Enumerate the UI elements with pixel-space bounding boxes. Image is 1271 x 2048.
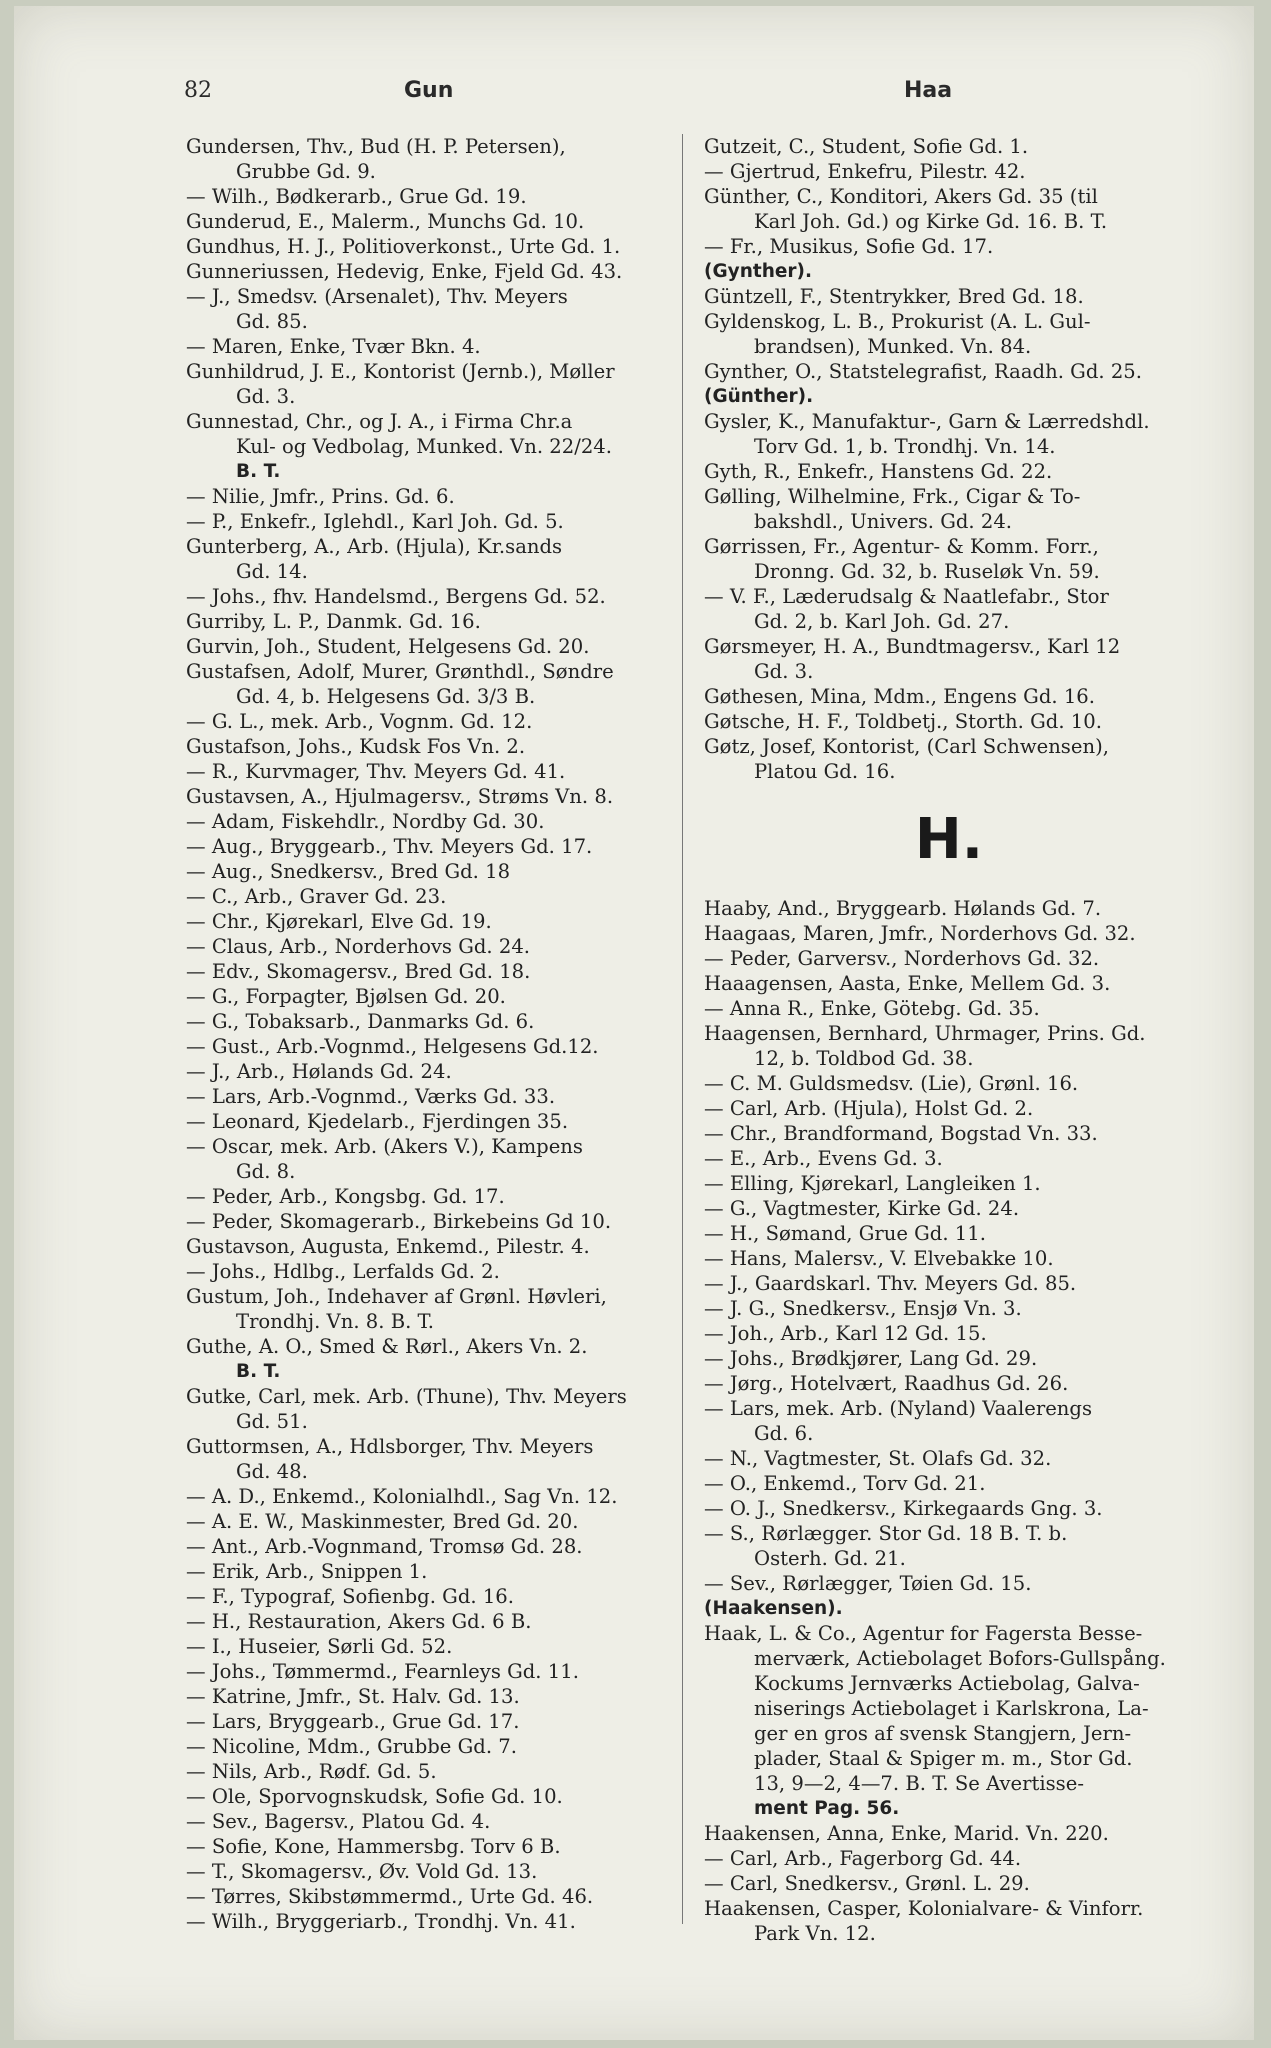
directory-entry-line: — F., Typograf, Sofienbg. Gd. 16.	[186, 1585, 514, 1608]
directory-entry-line: — Peder, Skomagerarb., Birkebeins Gd 10.	[186, 1210, 612, 1233]
directory-entry-line: (Günther).	[704, 386, 814, 407]
directory-entry-line: — S., Rørlægger. Stor Gd. 18 B. T. b.	[704, 1522, 1068, 1545]
directory-entry-line: Gurriby, L. P., Danmk. Gd. 16.	[186, 610, 481, 633]
directory-entry-line: Gunhildrud, J. E., Kontorist (Jernb.), Møller	[186, 360, 615, 383]
directory-entry-line: (Haakensen).	[704, 1598, 843, 1619]
directory-entry-line: — Wilh., Bryggeriarb., Trondhj. Vn. 41.	[186, 1910, 576, 1933]
column-divider	[682, 134, 683, 1924]
directory-entry-line: — Jørg., Hotelvært, Raadhus Gd. 26.	[704, 1372, 1069, 1395]
directory-entry-line: Gyth, R., Enkefr., Hanstens Gd. 22.	[704, 460, 1053, 483]
directory-entry-line: Trondhj. Vn. 8. B. T.	[236, 1310, 434, 1333]
directory-entry-line: — Nilie, Jmfr., Prins. Gd. 6.	[186, 485, 455, 508]
directory-entry-line: — H., Sømand, Grue Gd. 11.	[704, 1222, 986, 1245]
directory-entry-line: — Johs., Brødkjører, Lang Gd. 29.	[704, 1347, 1038, 1370]
section-letter: H.	[914, 807, 984, 872]
directory-entry-line: — Johs., fhv. Handelsmd., Bergens Gd. 52.	[186, 585, 606, 608]
directory-entry-line: Platou Gd. 16.	[754, 760, 896, 783]
directory-entry-line: — C., Arb., Graver Gd. 23.	[186, 885, 447, 908]
directory-entry-line: Güntzell, F., Stentrykker, Bred Gd. 18.	[704, 285, 1084, 308]
directory-entry-line: — Claus, Arb., Norderhovs Gd. 24.	[186, 935, 531, 958]
directory-entry-line: — Leonard, Kjedelarb., Fjerdingen 35.	[186, 1110, 569, 1133]
directory-entry-line: Gustafson, Johs., Kudsk Fos Vn. 2.	[186, 735, 526, 758]
directory-entry-line: Gustafsen, Adolf, Murer, Grønthdl., Søndre	[186, 660, 614, 683]
directory-entry-line: Gd. 14.	[236, 560, 308, 583]
directory-entry-line: — J. G., Snedkersv., Ensjø Vn. 3.	[704, 1297, 1022, 1320]
directory-entry-line: — Gjertrud, Enkefru, Pilestr. 42.	[704, 160, 1026, 183]
directory-entry-line: — Aug., Snedkersv., Bred Gd. 18	[186, 860, 511, 883]
directory-entry-line: Kul- og Vedbolag, Munked. Vn. 22/24.	[236, 435, 612, 458]
directory-entry-line: Gurvin, Joh., Student, Helgesens Gd. 20.	[186, 635, 590, 658]
directory-entry-line: ger en gros af svensk Stangjern, Jern-	[754, 1722, 1132, 1745]
directory-entry-line: B. T.	[236, 1361, 281, 1382]
directory-entry-line: — Anna R., Enke, Götebg. Gd. 35.	[704, 997, 1040, 1020]
directory-entry-line: — Johs., Hdlbg., Lerfalds Gd. 2.	[186, 1260, 500, 1283]
directory-entry-line: Haak, L. & Co., Agentur for Fagersta Besse-	[704, 1622, 1143, 1645]
directory-entry-line: — G., Vagtmester, Kirke Gd. 24.	[704, 1197, 1020, 1220]
directory-entry-line: — Lars, Arb.-Vognmd., Værks Gd. 33.	[186, 1085, 556, 1108]
directory-entry-line: Guttormsen, A., Hdlsborger, Thv. Meyers	[186, 1435, 594, 1458]
directory-entry-line: merværk, Actiebolaget Bofors-Gullspång.	[754, 1647, 1166, 1670]
directory-entry-line: — Adam, Fiskehdlr., Nordby Gd. 30.	[186, 810, 545, 833]
directory-entry-line: Gustavsen, A., Hjulmagersv., Strøms Vn. 8.	[186, 785, 614, 808]
directory-entry-line: — Sev., Rørlægger, Tøien Gd. 15.	[704, 1572, 1032, 1595]
right-column	[704, 134, 1224, 1946]
directory-entry-line: 13, 9—2, 4—7. B. T. Se Avertisse-	[754, 1772, 1084, 1795]
directory-entry-line: — Erik, Arb., Snippen 1.	[186, 1560, 428, 1583]
directory-entry-line: Gysler, K., Manufaktur-, Garn & Lærredshdl.	[704, 410, 1150, 433]
directory-entry-line: — Peder, Arb., Kongsbg. Gd. 17.	[186, 1185, 505, 1208]
directory-entry-line: bakshdl., Univers. Gd. 24.	[754, 510, 1013, 533]
directory-entry-line: Grubbe Gd. 9.	[236, 160, 376, 183]
directory-entry-line: — Carl, Arb. (Hjula), Holst Gd. 2.	[704, 1097, 1034, 1120]
directory-entry-line: Gd. 85.	[236, 310, 308, 333]
directory-entry-line: Gøthesen, Mina, Mdm., Engens Gd. 16.	[704, 685, 1095, 708]
directory-entry-line: Haagensen, Bernhard, Uhrmager, Prins. Gd.	[704, 1022, 1146, 1045]
directory-entry-line: — Chr., Kjørekarl, Elve Gd. 19.	[186, 910, 492, 933]
directory-entry-line: Haagaas, Maren, Jmfr., Norderhovs Gd. 32.	[704, 922, 1136, 945]
right-column-top	[704, 134, 1224, 784]
directory-entry-line: Guthe, A. O., Smed & Rørl., Akers Vn. 2.	[186, 1335, 588, 1358]
directory-entry-line: — V. F., Læderudsalg & Naatlefabr., Stor	[704, 585, 1109, 608]
directory-entry-line: — Oscar, mek. Arb. (Akers V.), Kampens	[186, 1135, 583, 1158]
directory-entry-line: — Sofie, Kone, Hammersbg. Torv 6 B.	[186, 1835, 561, 1858]
directory-entry-line: — E., Arb., Evens Gd. 3.	[704, 1147, 943, 1170]
directory-entry-line: Gd. 3.	[236, 385, 296, 408]
directory-entry-line: — Elling, Kjørekarl, Langleiken 1.	[704, 1172, 1041, 1195]
directory-entry-line: Gørrissen, Fr., Agentur- & Komm. Forr.,	[704, 535, 1099, 558]
directory-entry-line: — Fr., Musikus, Sofie Gd. 17.	[704, 235, 994, 258]
directory-page	[14, 6, 1254, 2040]
directory-entry-line: — Nils, Arb., Rødf. Gd. 5.	[186, 1760, 437, 1783]
directory-entry-line: — R., Kurvmager, Thv. Meyers Gd. 41.	[186, 760, 566, 783]
directory-entry-line: — J., Smedsv. (Arsenalet), Thv. Meyers	[186, 285, 568, 308]
directory-entry-line: — Wilh., Bødkerarb., Grue Gd. 19.	[186, 185, 527, 208]
directory-entry-line: — O., Enkemd., Torv Gd. 21.	[704, 1472, 986, 1495]
directory-entry-line: Gunneriussen, Hedevig, Enke, Fjeld Gd. 43.	[186, 260, 623, 283]
directory-entry-line: — Ole, Sporvognskudsk, Sofie Gd. 10.	[186, 1785, 563, 1808]
directory-entry-line: — Gust., Arb.-Vognmd., Helgesens Gd.12.	[186, 1035, 599, 1058]
directory-entry-line: Gølling, Wilhelmine, Frk., Cigar & To-	[704, 485, 1081, 508]
directory-entry-line: — Edv., Skomagersv., Bred Gd. 18.	[186, 960, 531, 983]
directory-entry-line: Gunderud, E., Malerm., Munchs Gd. 10.	[186, 210, 585, 233]
directory-entry-line: Haakensen, Casper, Kolonialvare- & Vinforr.	[704, 1897, 1144, 1920]
directory-entry-line: — Joh., Arb., Karl 12 Gd. 15.	[704, 1322, 987, 1345]
directory-entry-line: (Gynther).	[704, 261, 813, 282]
directory-entry-line: — I., Huseier, Sørli Gd. 52.	[186, 1635, 453, 1658]
right-running-head: Haa	[904, 78, 953, 103]
directory-entry-line: — Katrine, Jmfr., St. Halv. Gd. 13.	[186, 1685, 520, 1708]
directory-entry-line: Gustavson, Augusta, Enkemd., Pilestr. 4.	[186, 1235, 590, 1258]
directory-entry-line: Gd. 8.	[236, 1160, 296, 1183]
directory-entry-line: Gørsmeyer, H. A., Bundtmagersv., Karl 12	[704, 635, 1121, 658]
directory-entry-line: — H., Restauration, Akers Gd. 6 B.	[186, 1610, 532, 1633]
directory-entry-line: — Carl, Snedkersv., Grønl. L. 29.	[704, 1872, 1030, 1895]
directory-entry-line: — Maren, Enke, Tvær Bkn. 4.	[186, 335, 481, 358]
directory-entry-line: Gutzeit, C., Student, Sofie Gd. 1.	[704, 135, 1029, 158]
directory-entry-line: B. T.	[236, 461, 281, 482]
directory-entry-line: Gd. 48.	[236, 1460, 308, 1483]
directory-entry-line: — G., Forpagter, Bjølsen Gd. 20.	[186, 985, 506, 1008]
directory-entry-line: — Carl, Arb., Fagerborg Gd. 44.	[704, 1847, 1022, 1870]
directory-entry-line: Gyldenskog, L. B., Prokurist (A. L. Gul-	[704, 310, 1091, 333]
directory-entry-line: — Johs., Tømmermd., Fearnleys Gd. 11.	[186, 1660, 579, 1683]
directory-entry-line: — Lars, Bryggearb., Grue Gd. 17.	[186, 1710, 520, 1733]
directory-entry-line: — G. L., mek. Arb., Vognm. Gd. 12.	[186, 710, 533, 733]
directory-entry-line: Gd. 51.	[236, 1410, 308, 1433]
page-number: 82	[184, 78, 212, 103]
directory-entry-line: — G., Tobaksarb., Danmarks Gd. 6.	[186, 1010, 535, 1033]
directory-entry-line: Gutke, Carl, mek. Arb. (Thune), Thv. Meyers	[186, 1385, 627, 1408]
directory-entry-line: Kockums Jernværks Actiebolag, Galva-	[754, 1672, 1140, 1695]
directory-entry-line: Gd. 2, b. Karl Joh. Gd. 27.	[754, 610, 1010, 633]
directory-entry-line: — Nicoline, Mdm., Grubbe Gd. 7.	[186, 1735, 517, 1758]
directory-entry-line: Gd. 3.	[754, 660, 814, 683]
directory-entry-line: — Chr., Brandformand, Bogstad Vn. 33.	[704, 1122, 1098, 1145]
directory-entry-line: Haaby, And., Bryggearb. Hølands Gd. 7.	[704, 897, 1102, 920]
directory-entry-line: ment Pag. 56.	[754, 1798, 900, 1819]
directory-entry-line: — Tørres, Skibstømmermd., Urte Gd. 46.	[186, 1885, 594, 1908]
directory-entry-line: Osterh. Gd. 21.	[754, 1547, 906, 1570]
directory-entry-line: niserings Actiebolaget i Karlskrona, La-	[754, 1697, 1149, 1720]
directory-entry-line: Gøtsche, H. F., Toldbetj., Storth. Gd. 10.	[704, 710, 1102, 733]
directory-entry-line: — Lars, mek. Arb. (Nyland) Vaalerengs	[704, 1397, 1093, 1420]
directory-entry-line: Gd. 4, b. Helgesens Gd. 3/3 B.	[236, 685, 536, 708]
directory-entry-line: — O. J., Snedkersv., Kirkegaards Gng. 3.	[704, 1497, 1103, 1520]
directory-entry-line: — A. D., Enkemd., Kolonialhdl., Sag Vn. 12.	[186, 1485, 618, 1508]
directory-entry-line: plader, Staal & Spiger m. m., Stor Gd.	[754, 1747, 1133, 1770]
directory-entry-line: Gunterberg, A., Arb. (Hjula), Kr.sands	[186, 535, 563, 558]
directory-entry-line: 12, b. Toldbod Gd. 38.	[754, 1047, 974, 1070]
page-header	[14, 78, 1254, 112]
directory-entry-line: Gundersen, Thv., Bud (H. P. Petersen),	[186, 135, 566, 158]
directory-entry-line: — J., Arb., Hølands Gd. 24.	[186, 1060, 452, 1083]
right-column-bottom	[704, 896, 1224, 1946]
directory-entry-line: brandsen), Munked. Vn. 84.	[754, 335, 1032, 358]
directory-entry-line: — Ant., Arb.-Vognmand, Tromsø Gd. 28.	[186, 1535, 583, 1558]
directory-entry-line: Gustum, Joh., Indehaver af Grønl. Høvleri,	[186, 1285, 607, 1308]
directory-entry-line: Günther, C., Konditori, Akers Gd. 35 (til	[704, 185, 1098, 208]
directory-entry-line: Gd. 6.	[754, 1422, 814, 1445]
directory-entry-line: — A. E. W., Maskinmester, Bred Gd. 20.	[186, 1510, 579, 1533]
directory-entry-line: Park Vn. 12.	[754, 1922, 876, 1945]
directory-entry-line: — C. M. Guldsmedsv. (Lie), Grønl. 16.	[704, 1072, 1079, 1095]
directory-entry-line: Gøtz, Josef, Kontorist, (Carl Schwensen),	[704, 735, 1109, 758]
directory-entry-line: — Hans, Malersv., V. Elvebakke 10.	[704, 1247, 1054, 1270]
directory-entry-line: Gunnestad, Chr., og J. A., i Firma Chr.a	[186, 410, 573, 433]
directory-entry-line: Haakensen, Anna, Enke, Marid. Vn. 220.	[704, 1822, 1109, 1845]
directory-entry-line: Torv Gd. 1, b. Trondhj. Vn. 14.	[754, 435, 1056, 458]
directory-entry-line: — J., Gaardskarl. Thv. Meyers Gd. 85.	[704, 1272, 1077, 1295]
directory-entry-line: — N., Vagtmester, St. Olafs Gd. 32.	[704, 1447, 1052, 1470]
left-running-head: Gun	[404, 78, 454, 103]
left-column	[186, 134, 676, 1934]
directory-entry-line: Gynther, O., Statstelegrafist, Raadh. Gd. 25.	[704, 360, 1142, 383]
directory-entry-line: — P., Enkefr., Iglehdl., Karl Joh. Gd. 5.	[186, 510, 564, 533]
directory-entry-line: — Aug., Bryggearb., Thv. Meyers Gd. 17.	[186, 835, 593, 858]
directory-entry-line: — Peder, Garversv., Norderhovs Gd. 32.	[704, 947, 1100, 970]
directory-entry-line: Gundhus, H. J., Politioverkonst., Urte Gd. 1.	[186, 235, 621, 258]
directory-entry-line: Dronng. Gd. 32, b. Ruseløk Vn. 59.	[754, 560, 1100, 583]
directory-entry-line: — Sev., Bagersv., Platou Gd. 4.	[186, 1810, 491, 1833]
directory-entry-line: Karl Joh. Gd.) og Kirke Gd. 16. B. T.	[754, 210, 1108, 233]
directory-entry-line: Haaagensen, Aasta, Enke, Mellem Gd. 3.	[704, 972, 1111, 995]
directory-entry-line: — T., Skomagersv., Øv. Vold Gd. 13.	[186, 1860, 538, 1883]
